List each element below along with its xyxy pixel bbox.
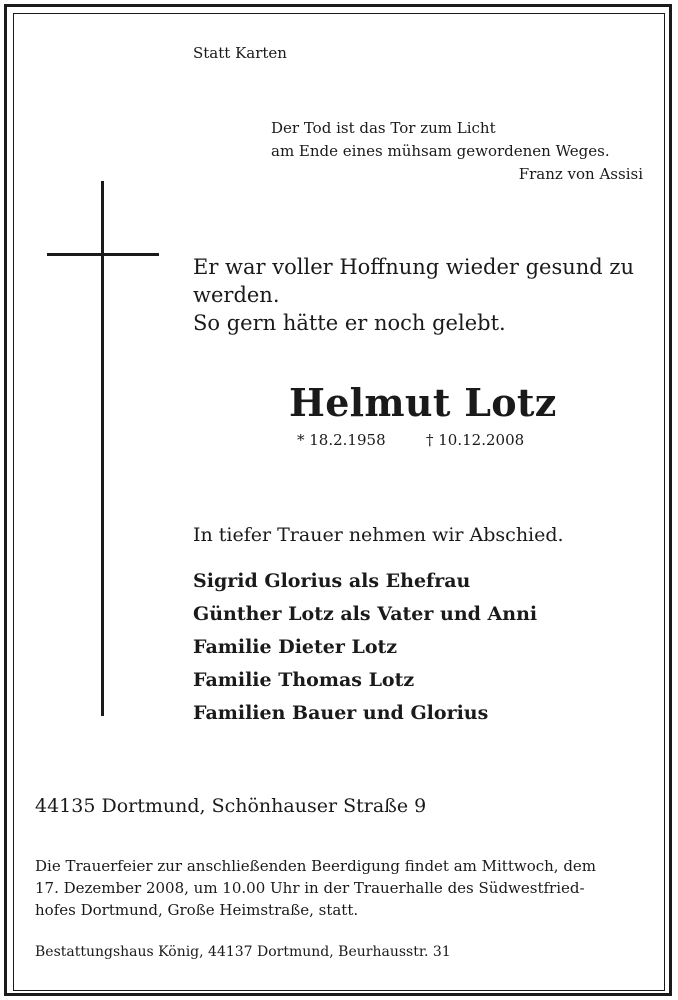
ceremony-line-3: hofes Dortmund, Große Heimstraße, statt. <box>35 901 359 919</box>
mourner-name: Günther Lotz als Vater und Anni <box>193 603 538 625</box>
birth-date: * 18.2.1958 <box>297 431 386 449</box>
mourner-name: Sigrid Glorius als Ehefrau <box>193 570 471 592</box>
death-date: † 10.12.2008 <box>426 431 525 449</box>
mourner-name: Familien Bauer und Glorius <box>193 702 489 724</box>
mourning-intro: In tiefer Trauer nehmen wir Abschied. <box>193 524 564 546</box>
deceased-name: Helmut Lotz <box>289 380 557 425</box>
ceremony-line-1: Die Trauerfeier zur anschließenden Beerdigung findet am Mittwoch, dem <box>35 857 597 875</box>
motto-line-1: Der Tod ist das Tor zum Licht <box>271 119 496 137</box>
lead-line-1: Er war voller Hoffnung wieder gesund zu <box>193 255 635 279</box>
motto-author: Franz von Assisi <box>518 165 643 183</box>
cross-icon-horizontal <box>47 253 159 256</box>
mourner-name: Familie Dieter Lotz <box>193 636 398 658</box>
lead-line-2: werden. <box>193 283 280 307</box>
funeral-home: Bestattungshaus König, 44137 Dortmund, Beurhausstr. 31 <box>35 944 451 960</box>
motto-line-2: am Ende eines mühsam gewordenen Weges. <box>271 142 610 160</box>
ceremony-line-2: 17. Dezember 2008, um 10.00 Uhr in der Trauerhalle des Südwestfried- <box>35 879 585 897</box>
mourner-name: Familie Thomas Lotz <box>193 669 415 691</box>
family-address: 44135 Dortmund, Schönhauser Straße 9 <box>35 795 427 817</box>
statt-karten-label: Statt Karten <box>193 44 287 62</box>
lead-line-3: So gern hätte er noch gelebt. <box>193 311 506 335</box>
cross-icon-vertical <box>101 181 104 716</box>
